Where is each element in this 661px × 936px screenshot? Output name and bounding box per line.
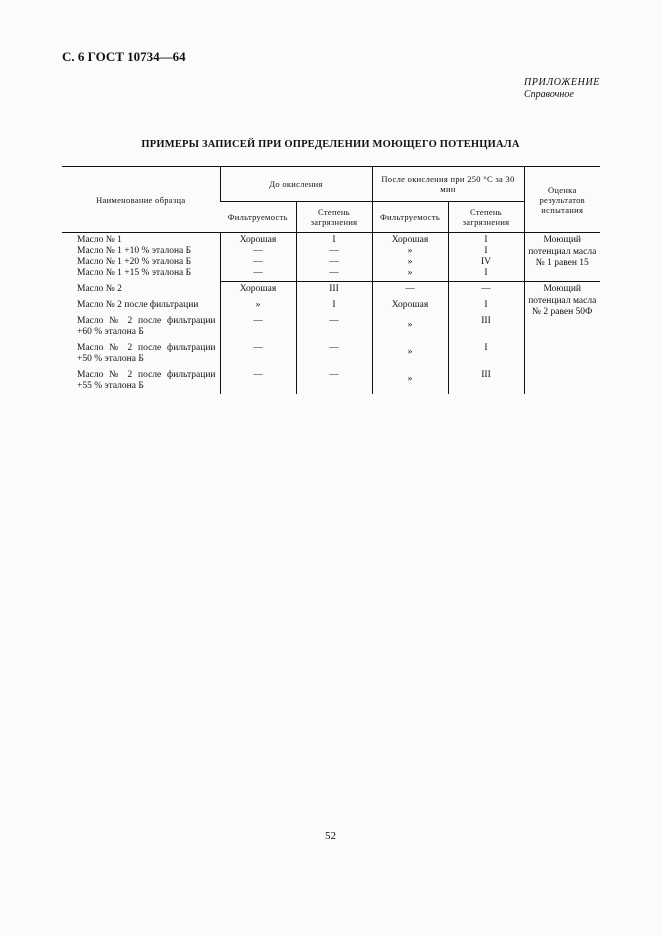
evaluation-result: Моющий потенциал масла № 2 равен 50Ф [524, 282, 600, 395]
table-row [62, 365, 600, 394]
before-filterability: Хорошая [220, 282, 296, 296]
table-row [62, 311, 600, 338]
after-contamination: III [448, 311, 524, 338]
sample-name: Масло № 2 после фильтрации [77, 300, 199, 310]
before-contamination: — [296, 338, 372, 365]
after-contamination: — [448, 282, 524, 296]
after-contamination: I [448, 268, 524, 282]
before-contamination: I [296, 233, 372, 247]
after-filterability: Хорошая [372, 233, 448, 247]
before-filterability: — [220, 257, 296, 268]
before-filterability: — [220, 311, 296, 338]
before-contamination: III [296, 282, 372, 296]
after-contamination: III [448, 365, 524, 394]
header-after-oxidation: После окисления при 250 °С за 30 мин [372, 167, 524, 202]
table-row [62, 268, 600, 282]
after-contamination: I [448, 295, 524, 311]
sample-name: Масло № 2 [77, 283, 122, 294]
after-filterability: » [372, 338, 448, 365]
after-contamination: IV [448, 257, 524, 268]
sample-name: Масло № 1 [77, 235, 122, 245]
sample-name: Масло № 2 после фильтрации +50 % эталона Б [77, 343, 216, 364]
header-sample: Наименование образца [62, 167, 220, 233]
table-row [62, 282, 600, 296]
before-filterability: Хорошая [220, 233, 296, 247]
after-filterability: » [372, 365, 448, 394]
after-filterability: Хорошая [372, 295, 448, 311]
before-filterability: — [220, 268, 296, 282]
table-row [62, 295, 600, 311]
header-evaluation: Оценка результатов испытания [524, 167, 600, 233]
after-filterability: » [372, 246, 448, 257]
sample-name: Масло № 1 +20 % эталона Б [77, 257, 192, 267]
after-filterability: » [372, 311, 448, 338]
header-after-contamination: Степень загрязнения [448, 202, 524, 233]
after-filterability: » [372, 257, 448, 268]
header-before-oxidation: До окисления [220, 167, 372, 202]
header-before-contamination: Степень загрязнения [296, 202, 372, 233]
sample-name: Масло № 1 +15 % эталона Б [77, 268, 192, 278]
after-contamination: I [448, 246, 524, 257]
after-contamination: I [448, 233, 524, 247]
before-contamination: — [296, 311, 372, 338]
sample-name: Масло № 1 +10 % эталона Б [77, 246, 192, 256]
sample-name: Масло № 2 после фильтрации +60 % эталона Б [77, 316, 216, 337]
after-filterability: » [372, 268, 448, 282]
document-title: ПРИМЕРЫ ЗАПИСЕЙ ПРИ ОПРЕДЕЛЕНИИ МОЮЩЕГО ПОТЕНЦИАЛА [141, 139, 520, 150]
before-filterability: — [220, 338, 296, 365]
before-filterability: — [220, 246, 296, 257]
before-contamination: — [296, 268, 372, 282]
appendix-kind: Справочное [524, 89, 574, 100]
header-before-filterability: Фильтруемость [220, 202, 296, 233]
evaluation-result: Моющий потенциал масла № 1 равен 15 [524, 233, 600, 282]
table-row [62, 338, 600, 365]
appendix-title: ПРИЛОЖЕНИЕ [524, 77, 600, 88]
table-row [62, 257, 600, 268]
appendix-label [524, 77, 600, 101]
before-filterability: » [220, 295, 296, 311]
before-contamination: I [296, 295, 372, 311]
table-row [62, 233, 600, 247]
before-contamination: — [296, 365, 372, 394]
page-number: 52 [325, 830, 336, 842]
before-contamination: — [296, 246, 372, 257]
page-header: С. 6 ГОСТ 10734—64 [62, 49, 186, 64]
after-filterability: — [372, 282, 448, 296]
sample-name: Масло № 2 после фильтрации +55 % эталона Б [77, 370, 216, 391]
after-contamination: I [448, 338, 524, 365]
table-row [62, 246, 600, 257]
before-contamination: — [296, 257, 372, 268]
header-after-filterability: Фильтруемость [372, 202, 448, 233]
results-table [62, 166, 600, 394]
before-filterability: — [220, 365, 296, 394]
